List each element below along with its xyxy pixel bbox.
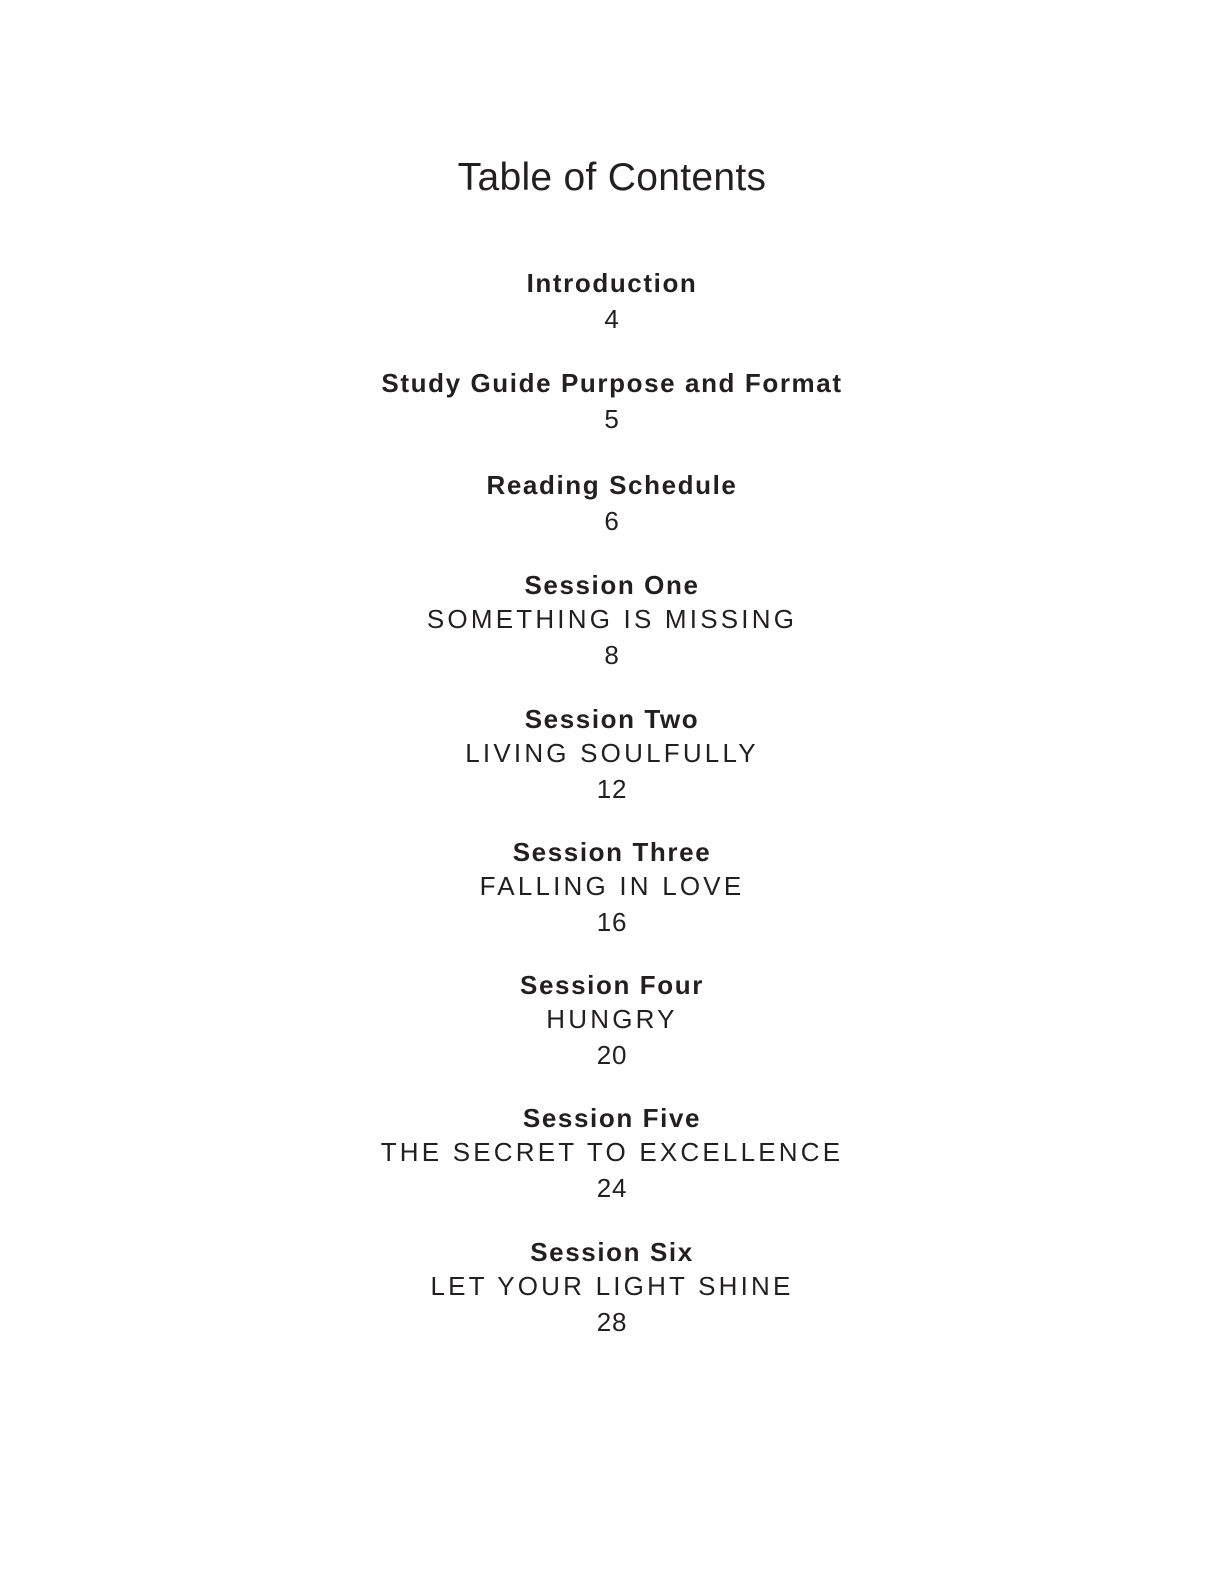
toc-entry-page-number: 24 [596, 1173, 628, 1203]
toc-entry-subtitle: LET YOUR LIGHT SHINE [430, 1271, 794, 1301]
toc-entry-study-guide[interactable] [0, 366, 1224, 436]
toc-entry-page-number: 12 [596, 774, 628, 804]
toc-entry-page-number: 5 [604, 404, 620, 434]
toc-entry-session-three[interactable] [0, 835, 1224, 939]
toc-entry-subtitle: SOMETHING IS MISSING [426, 604, 798, 634]
toc-entry-heading: Session Five [522, 1103, 702, 1133]
toc-entry-page-number: 20 [596, 1040, 628, 1070]
page-title: Table of Contents [457, 156, 767, 199]
toc-entry-subtitle: HUNGRY [546, 1004, 678, 1034]
toc-entry-heading: Session Three [512, 837, 712, 867]
toc-entry-heading: Reading Schedule [486, 470, 738, 500]
toc-entry-heading: Session Two [524, 704, 700, 734]
toc-entry-session-two[interactable] [0, 702, 1224, 806]
toc-entry-subtitle: FALLING IN LOVE [479, 871, 745, 901]
toc-entry-subtitle: THE SECRET TO EXCELLENCE [380, 1137, 844, 1167]
toc-entry-reading-schedule[interactable] [0, 468, 1224, 538]
toc-entry-session-six[interactable] [0, 1235, 1224, 1339]
toc-entry-page-number: 8 [604, 640, 620, 670]
toc-entry-page-number: 4 [604, 304, 620, 334]
toc-entry-heading: Session One [524, 570, 700, 600]
toc-entry-session-four[interactable] [0, 968, 1224, 1072]
toc-entry-heading: Introduction [526, 268, 698, 298]
toc-entry-heading: Study Guide Purpose and Format [381, 368, 843, 398]
toc-entry-page-number: 28 [596, 1307, 628, 1337]
toc-entry-heading: Session Six [530, 1237, 694, 1267]
toc-entry-session-five[interactable] [0, 1101, 1224, 1205]
toc-entry-introduction[interactable] [0, 266, 1224, 336]
toc-entry-heading: Session Four [520, 970, 704, 1000]
toc-entry-page-number: 16 [596, 907, 628, 937]
toc-entry-page-number: 6 [604, 506, 620, 536]
toc-entry-subtitle: LIVING SOULFULLY [465, 738, 759, 768]
toc-entry-session-one[interactable] [0, 568, 1224, 672]
